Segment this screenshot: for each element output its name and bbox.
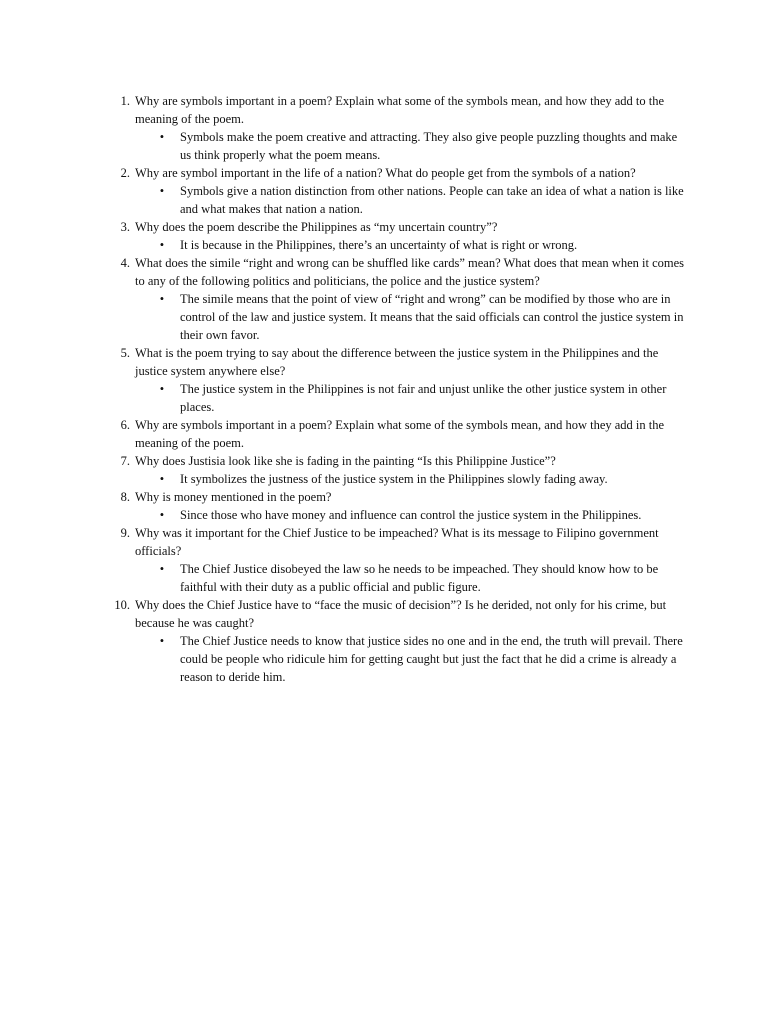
question-text: What does the simile “right and wrong can be shuffled like cards” mean? What does that mean when it comes to any of the following politics and politicians, the police and the justice system? <box>135 256 685 288</box>
answer-item <box>135 560 684 596</box>
bullet-icon: • <box>159 562 165 576</box>
answer-list <box>135 236 684 254</box>
answer-text: The Chief Justice needs to know that justice sides no one and in the end, the truth will prevail. There could be people who ridicule him for getting caught but just the fact that he did a crime is already a reason to deride him. <box>180 634 683 684</box>
question-list <box>104 92 684 686</box>
answer-item <box>135 506 684 524</box>
answer-list <box>135 182 684 218</box>
question-item-4 <box>104 254 684 344</box>
bullet-icon: • <box>159 508 165 522</box>
answer-text: The Chief Justice disobeyed the law so he needs to be impeached. They should know how to be faithful with their duty as a public official and public figure. <box>180 562 659 594</box>
bullet-icon: • <box>159 130 165 144</box>
question-number: 7. <box>120 454 130 468</box>
question-item-3 <box>104 218 684 254</box>
answer-item <box>135 128 684 164</box>
question-number: 4. <box>120 256 130 270</box>
question-text: Why are symbols important in a poem? Explain what some of the symbols mean, and how they add in the meaning of the poem. <box>135 418 665 450</box>
answer-list <box>135 506 684 524</box>
answer-list <box>135 632 684 686</box>
question-text: Why are symbols important in a poem? Explain what some of the symbols mean, and how they add to the meaning of the poem. <box>135 94 665 126</box>
question-number: 6. <box>120 418 130 432</box>
question-text: Why does the poem describe the Philippines as “my uncertain country”? <box>135 220 498 234</box>
answer-item <box>135 380 684 416</box>
bullet-icon: • <box>159 382 165 396</box>
answer-item <box>135 236 684 254</box>
bullet-icon: • <box>159 634 165 648</box>
question-text: Why does Justisia look like she is fading in the painting “Is this Philippine Justice”? <box>135 454 556 468</box>
question-item-10 <box>104 596 684 686</box>
answer-text: Symbols make the poem creative and attracting. They also give people puzzling thoughts and make us think properly what the poem means. <box>180 130 678 162</box>
answer-text: The justice system in the Philippines is not fair and unjust unlike the other justice system in other places. <box>180 382 667 414</box>
question-text: Why does the Chief Justice have to “face the music of decision”? Is he derided, not only for his crime, but because he was caught? <box>135 598 667 630</box>
question-item-8 <box>104 488 684 524</box>
answer-list <box>135 290 684 344</box>
question-number: 8. <box>120 490 130 504</box>
question-number: 10. <box>114 598 130 612</box>
answer-item <box>135 632 684 686</box>
answer-list <box>135 470 684 488</box>
question-item-9 <box>104 524 684 596</box>
answer-list <box>135 380 684 416</box>
question-number: 2. <box>120 166 130 180</box>
question-item-5 <box>104 344 684 416</box>
answer-list <box>135 128 684 164</box>
question-number: 3. <box>120 220 130 234</box>
bullet-icon: • <box>159 472 165 486</box>
answer-text: The simile means that the point of view of “right and wrong” can be modified by those who are in control of the law and justice system. It means that the said officials can control the justice system in their own favor. <box>180 292 684 342</box>
question-text: Why are symbol important in the life of a nation? What do people get from the symbols of a nation? <box>135 166 636 180</box>
question-item-2 <box>104 164 684 218</box>
answer-text: Symbols give a nation distinction from other nations. People can take an idea of what a nation is like and what makes that nation a nation. <box>180 184 684 216</box>
question-item-7 <box>104 452 684 488</box>
question-item-6 <box>104 416 684 452</box>
question-text: Why is money mentioned in the poem? <box>135 490 332 504</box>
answer-text: Since those who have money and influence can control the justice system in the Philippines. <box>180 508 642 522</box>
question-item-1 <box>104 92 684 164</box>
answer-item <box>135 470 684 488</box>
question-text: Why was it important for the Chief Justice to be impeached? What is its message to Filipino government officials? <box>135 526 659 558</box>
bullet-icon: • <box>159 184 165 198</box>
answer-item <box>135 290 684 344</box>
answer-text: It is because in the Philippines, there’s an uncertainty of what is right or wrong. <box>180 238 578 252</box>
bullet-icon: • <box>159 292 165 306</box>
question-text: What is the poem trying to say about the difference between the justice system in the Philippines and the justice system anywhere else? <box>135 346 659 378</box>
question-number: 9. <box>120 526 130 540</box>
answer-item <box>135 182 684 218</box>
answer-list <box>135 560 684 596</box>
answer-text: It symbolizes the justness of the justice system in the Philippines slowly fading away. <box>180 472 608 486</box>
bullet-icon: • <box>159 238 165 252</box>
question-number: 5. <box>120 346 130 360</box>
question-number: 1. <box>120 94 130 108</box>
